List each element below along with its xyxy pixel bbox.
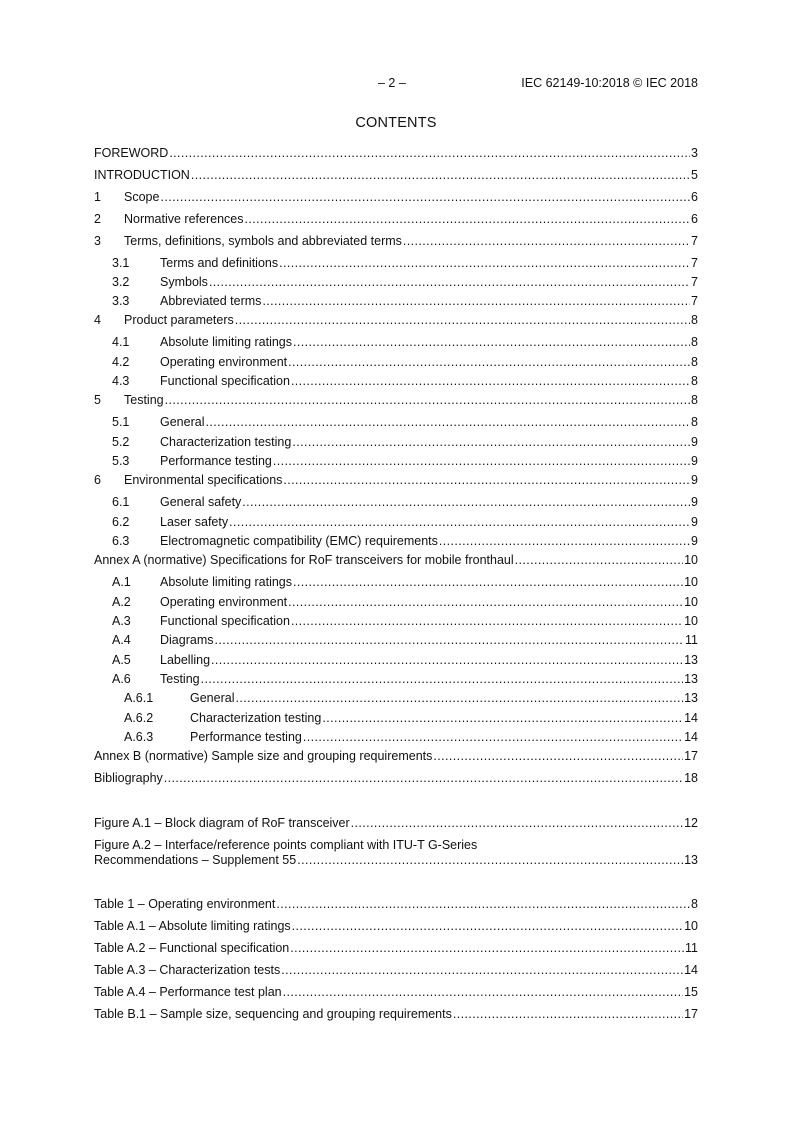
toc-entry-number: 5.2 — [112, 435, 130, 449]
figure-entry-text: Recommendations – Supplement 55 — [94, 853, 297, 867]
toc-entry-text: Scope — [124, 190, 160, 204]
toc-entry-text: Testing — [124, 393, 164, 407]
toc-entry-text: Performance testing — [190, 730, 302, 744]
table-entry-text: Table A.1 – Absolute limiting ratings — [94, 919, 291, 933]
toc-entry-number: 4.3 — [112, 374, 130, 388]
toc-entry-5-3[interactable] — [94, 454, 698, 469]
figure-entry-page: 13 — [684, 853, 698, 867]
toc-entry-text: Normative references — [124, 212, 244, 226]
figure-entry-page: 12 — [684, 816, 698, 830]
toc-entry-text: Functional specification — [160, 614, 290, 628]
toc-entry-text: Absolute limiting ratings — [160, 335, 293, 349]
toc-entry-number: 3 — [94, 234, 101, 248]
toc-entry-number: 3.3 — [112, 294, 130, 308]
toc-entry-number: A.6 — [112, 672, 131, 686]
toc-entry-number: A.6.3 — [124, 730, 154, 744]
toc-entry-text: General safety — [160, 495, 242, 509]
figure-entry-text: Figure A.1 – Block diagram of RoF transceiver — [94, 816, 350, 830]
toc-entry-number: A.5 — [112, 653, 131, 667]
standard-reference: IEC 62149-10:2018 © IEC 2018 — [521, 76, 698, 90]
toc-entry-text: Operating environment — [160, 595, 288, 609]
table-entry-text: Table 1 – Operating environment — [94, 897, 276, 911]
toc-entry-number: A.6.1 — [124, 691, 154, 705]
toc-entry-page: 10 — [684, 595, 698, 609]
toc-entry-page: 18 — [684, 771, 698, 785]
table-entry-page: 15 — [684, 985, 698, 999]
toc-entry-a-6-2[interactable] — [94, 711, 698, 726]
toc-entry-text: General — [190, 691, 235, 705]
toc-entry-page: 14 — [684, 711, 698, 725]
toc-entry-3-1[interactable] — [94, 256, 698, 271]
toc-entry-annex-b[interactable] — [94, 749, 698, 764]
toc-entry-6[interactable] — [94, 473, 698, 488]
toc-entry-a-6-1[interactable] — [94, 691, 698, 706]
toc-entry-number: 6 — [94, 473, 101, 487]
figure-entry-a1[interactable] — [94, 816, 698, 831]
toc-entry-text: Product parameters — [124, 313, 234, 327]
toc-entry-page: 5 — [691, 168, 698, 182]
toc-entry-page: 8 — [691, 355, 698, 369]
toc-entry-page: 10 — [684, 575, 698, 589]
toc-entry-number: 6.1 — [112, 495, 130, 509]
toc-entry-text: Annex B (normative) Sample size and grouping requirements — [94, 749, 433, 763]
toc-entry-a-1[interactable] — [94, 575, 698, 590]
toc-entry-text: Characterization testing — [160, 435, 292, 449]
toc-entry-page: 8 — [691, 415, 698, 429]
toc-entry-number: 4.1 — [112, 335, 130, 349]
toc-entry-number: A.2 — [112, 595, 131, 609]
toc-entry-number: A.3 — [112, 614, 131, 628]
table-entry-b1[interactable] — [94, 1007, 698, 1022]
toc-entry-page: 9 — [691, 515, 698, 529]
toc-entry-number: A.6.2 — [124, 711, 154, 725]
toc-entry-number: 4 — [94, 313, 101, 327]
toc-entry-number: 3.1 — [112, 256, 130, 270]
toc-entry-text: Annex A (normative) Specifications for RoF transceivers for mobile fronthaul — [94, 553, 514, 567]
toc-entry-page: 17 — [684, 749, 698, 763]
table-entry-text: Table B.1 – Sample size, sequencing and grouping requirements — [94, 1007, 452, 1021]
toc-entry-page: 9 — [691, 495, 698, 509]
toc-entry-number: 3.2 — [112, 275, 130, 289]
toc-entry-text: Abbreviated terms — [160, 294, 262, 308]
page-header — [94, 76, 698, 92]
table-entry-page: 11 — [685, 941, 698, 955]
toc-entry-text: Terms, definitions, symbols and abbreviated terms — [124, 234, 402, 248]
toc-entry-4[interactable] — [94, 313, 698, 328]
table-entry-a1[interactable] — [94, 919, 698, 934]
table-entry-a4[interactable] — [94, 985, 698, 1000]
toc-entry-number: 5.1 — [112, 415, 130, 429]
toc-entry-page: 9 — [691, 534, 698, 548]
toc-entry-page: 9 — [691, 473, 698, 487]
toc-entry-text: Electromagnetic compatibility (EMC) requirements — [160, 534, 438, 548]
toc-entry-text: Diagrams — [160, 633, 214, 647]
toc-entry-text: Labelling — [160, 653, 211, 667]
toc-entry-2[interactable] — [94, 212, 698, 227]
toc-entry-page: 9 — [691, 454, 698, 468]
toc-entry-foreword[interactable] — [94, 146, 698, 161]
toc-entry-number: 6.3 — [112, 534, 130, 548]
toc-entry-page: 13 — [684, 672, 698, 686]
table-entry-page: 8 — [691, 897, 698, 911]
toc-entry-text: FOREWORD — [94, 146, 169, 160]
toc-entry-page: 10 — [684, 553, 698, 567]
toc-entry-number: A.4 — [112, 633, 131, 647]
toc-entry-a-2[interactable] — [94, 595, 698, 610]
toc-entry-text: INTRODUCTION — [94, 168, 190, 182]
toc-entry-page: 8 — [691, 335, 698, 349]
toc-entry-4-2[interactable] — [94, 355, 698, 370]
toc-entry-page: 9 — [691, 435, 698, 449]
toc-entry-text: Laser safety — [160, 515, 229, 529]
toc-entry-page: 10 — [684, 614, 698, 628]
toc-entry-text: General — [160, 415, 205, 429]
toc-entry-5[interactable] — [94, 393, 698, 408]
toc-entry-page: 8 — [691, 374, 698, 388]
toc-entry-4-1[interactable] — [94, 335, 698, 350]
table-entry-text: Table A.4 – Performance test plan — [94, 985, 282, 999]
toc-entry-4-3[interactable] — [94, 374, 698, 389]
toc-entry-5-2[interactable] — [94, 435, 698, 450]
toc-entry-6-2[interactable] — [94, 515, 698, 530]
toc-entry-bibliography[interactable] — [94, 771, 698, 786]
toc-entry-3-3[interactable] — [94, 294, 698, 309]
toc-entry-text: Bibliography — [94, 771, 163, 785]
toc-entry-page: 7 — [691, 294, 698, 308]
toc-entry-introduction[interactable] — [94, 168, 698, 183]
toc-entry-text: Environmental specifications — [124, 473, 283, 487]
table-entry-text: Table A.2 – Functional specification — [94, 941, 290, 955]
toc-entry-text: Functional specification — [160, 374, 290, 388]
page-number: – 2 – — [378, 76, 406, 90]
toc-entry-text: Performance testing — [160, 454, 272, 468]
toc-entry-page: 13 — [684, 691, 698, 705]
toc-entry-a-4[interactable] — [94, 633, 698, 648]
toc-entry-annex-a[interactable] — [94, 553, 698, 568]
figure-entry-text-line1: Figure A.2 – Interface/reference points compliant with ITU-T G-Series — [94, 838, 478, 852]
toc-entry-text: Operating environment — [160, 355, 288, 369]
toc-entry-text: Absolute limiting ratings — [160, 575, 293, 589]
toc-entry-page: 3 — [691, 146, 698, 160]
toc-entry-number: 5.3 — [112, 454, 130, 468]
toc-entry-a-3[interactable] — [94, 614, 698, 629]
table-entry-a3[interactable] — [94, 963, 698, 978]
toc-entry-page: 14 — [684, 730, 698, 744]
table-entry-page: 10 — [684, 919, 698, 933]
toc-entry-3-2[interactable] — [94, 275, 698, 290]
toc-entry-page: 8 — [691, 313, 698, 327]
toc-entry-5-1[interactable] — [94, 415, 698, 430]
figure-entry-a2[interactable] — [94, 838, 698, 868]
toc-entry-page: 7 — [691, 256, 698, 270]
toc-entry-1[interactable] — [94, 190, 698, 205]
toc-entry-number: 6.2 — [112, 515, 130, 529]
toc-entry-page: 7 — [691, 234, 698, 248]
toc-entry-text: Symbols — [160, 275, 208, 289]
toc-entry-6-3[interactable] — [94, 534, 698, 549]
toc-entry-text: Characterization testing — [190, 711, 322, 725]
toc-entry-number: 1 — [94, 190, 101, 204]
toc-entry-number: 4.2 — [112, 355, 130, 369]
toc-entry-page: 6 — [691, 190, 698, 204]
table-entry-text: Table A.3 – Characterization tests — [94, 963, 281, 977]
toc-entry-page: 7 — [691, 275, 698, 289]
toc-entry-number: 5 — [94, 393, 101, 407]
toc-entry-3[interactable] — [94, 234, 698, 249]
toc-entry-page: 13 — [684, 653, 698, 667]
table-entry-page: 17 — [684, 1007, 698, 1021]
toc-entry-text: Terms and definitions — [160, 256, 279, 270]
toc-entry-number: A.1 — [112, 575, 131, 589]
table-entry-a2[interactable] — [94, 941, 698, 956]
toc-entry-text: Testing — [160, 672, 200, 686]
toc-entry-page: 11 — [685, 633, 698, 647]
table-entry-page: 14 — [684, 963, 698, 977]
toc-entry-a-6[interactable] — [94, 672, 698, 687]
toc-entry-6-1[interactable] — [94, 495, 698, 510]
toc-entry-number: 2 — [94, 212, 101, 226]
toc-entry-page: 6 — [691, 212, 698, 226]
toc-entry-a-5[interactable] — [94, 653, 698, 668]
toc-entry-a-6-3[interactable] — [94, 730, 698, 745]
table-entry-1[interactable] — [94, 897, 698, 912]
toc-entry-page: 8 — [691, 393, 698, 407]
contents-title: CONTENTS — [355, 115, 437, 131]
